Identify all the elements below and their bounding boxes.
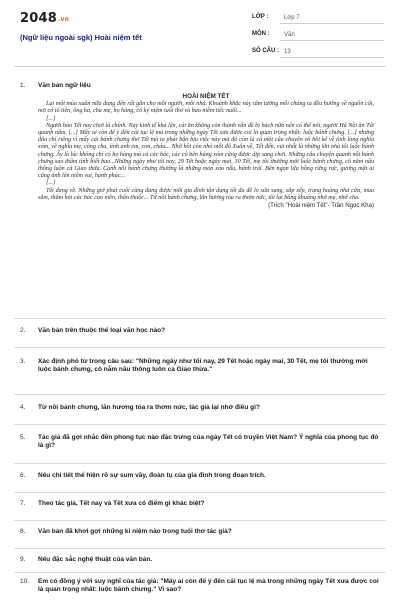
question-text: Tác giả đã gợi nhắc đến phong tục nào đặc trưng của ngày Tết cổ truyền Việt Nam? Ý nghĩa của phong tục đó là gì? <box>38 434 379 450</box>
meta-panel <box>252 13 382 64</box>
passage-paragraph-1: Lại một mùa xuân nữa đang đến rất gần cho mỗi người, mỗi nhà. Khoảnh khắc này tâm tưởng mỗi chúng ta đều hướng về nguồn cội, nơi có tổ tiên, ông bà, cha mẹ, họ hàng, có kỷ niệm tuổi thơ và bao niềm tiếc nuối... <box>38 101 374 115</box>
question-number: 9. <box>20 556 26 563</box>
document-title: (Ngữ liệu ngoài sgk) Hoài niệm tết <box>20 33 142 42</box>
meta-row-class <box>252 13 382 25</box>
source-passage <box>38 93 374 209</box>
question-divider <box>14 463 386 464</box>
question-number: 7. <box>20 500 26 507</box>
meta-row-subject <box>252 30 382 42</box>
site-logo[interactable] <box>20 11 69 26</box>
meta-label-subject: MÔN : <box>252 31 270 37</box>
meta-value-class: Lớp 7 <box>280 13 384 24</box>
question-divider <box>14 492 386 493</box>
meta-value-subject: Văn <box>280 30 384 41</box>
question-divider <box>14 548 386 549</box>
question-number: 2. <box>20 327 26 334</box>
question-number: 3. <box>20 358 26 365</box>
passage-title: HOÀI NIỆM TẾT <box>182 93 230 100</box>
passage-ellipsis-1: [...] <box>46 115 56 122</box>
header-divider <box>14 66 386 67</box>
page-header <box>0 0 400 66</box>
passage-source: (Trích "Hoài niệm Tết"- Trần Ngọc Kha) <box>268 202 374 210</box>
question-text: Từ nồi bánh chưng, lăn hương tỏa ra thơm nức, tác giả lại nhớ điều gì? <box>38 404 260 411</box>
question-divider <box>14 347 386 348</box>
question-number: 10. <box>20 578 30 585</box>
meta-label-class: LỚP : <box>252 14 269 20</box>
question-divider <box>14 520 386 521</box>
question-number: 1. <box>20 82 26 89</box>
question-number: 8. <box>20 528 26 535</box>
question-text: Em có đồng ý với suy nghĩ của tác giả: "Mấy ai còn để ý đến cái tục lệ mà trong những ngày Tết xưa được coi là quan trọng nhất: luộc bánh chưng." Vì sao? <box>38 578 379 594</box>
question-number: 6. <box>20 472 26 479</box>
question-text: Theo tác giả, Tết nay và Tết xưa có điểm gì khác biệt? <box>38 500 205 507</box>
question-number: 5. <box>20 434 26 441</box>
question-divider <box>14 572 386 573</box>
meta-value-count: 13 <box>280 47 384 58</box>
meta-label-count: SỐ CÂU : <box>252 48 279 54</box>
logo-main-text: 2048 <box>20 11 57 26</box>
question-text: Văn bản đã khơi gợi những kỉ niệm nào trong tuổi thơ tác giả? <box>38 528 232 535</box>
question-text: Nêu đặc sắc nghệ thuật của văn bản. <box>38 556 153 563</box>
question-text: Văn bản trên thuộc thể loại văn học nào? <box>38 327 166 334</box>
passage-paragraph-2: Người bảo Tết nay chơi là chính. Nay kinh tế khá lên, cái ăn không còn thành vấn đề bị bách nữa nên có thể nói, người Hà Nội ăn Tết quanh năm. [...] Mấy ai còn để ý đến cái tục lệ mà trong những ngày Tết xưa được coi là quan trọng nhất: luộc bánh chưng. [...] nhưng đâu chỉ riêng vì mấy cái bánh chưng thơ Tết mà ta phải bận bịu việc này mà đó còn là cả một câu chuyện vô hồi kể về tình làng nghĩa xóm, về nghĩa mẹ, công cha, tình anh em, con, cháu... Nhớ hồi còn nhỏ mỗi độ Xuân về, Tết đến, vui nhất là những khi nhà tôi luộc bánh chưng. Ấy là lúc không chỉ có họ hàng mà cả các bác, các cô bên hàng xóm cũng được dịp sang chơi. Những câu chuyện quanh nồi bánh chưng sao thấm tình biết bao...Những ngày như tối nay, 29 Tết hoặc ngày mai, 30 Tết, mẹ tôi thường mới luộc bánh chưng, cô nằm nấu thông luôn cả Giao thừa. Cạnh nồi bánh chưng thường là những món xào nấu, bánh trái. Bên ngọn lửa hồng rừng rực, gương mặt ai cũng ánh lên niềm vui, hạnh phúc... <box>38 122 374 180</box>
logo-sub-text: .vn <box>57 16 70 23</box>
question-text: Văn bản ngữ liệu <box>38 82 91 89</box>
question-text: Nêu chi tiết thể hiện rõ sự sum vầy, đoàn tụ của gia đình trong đoạn trích. <box>38 472 266 479</box>
question-number: 4. <box>20 404 26 411</box>
question-divider <box>14 394 386 395</box>
question-divider <box>14 424 386 425</box>
question-divider <box>14 318 386 319</box>
meta-row-count <box>252 47 382 59</box>
passage-ellipsis-2: [...] <box>46 180 56 187</box>
question-text: Xác định phó từ trong câu sau: "Những ngày như tối nay, 29 Tết hoặc ngày mai, 30 Tết, mẹ tôi thường mới luộc bánh chưng, cô nằm nấu thông luôn cả Giao thừa." <box>38 358 368 374</box>
passage-paragraph-3: Tết đang về. Những giờ phút cuối cùng đang được mỗi gia đình tận dụng tối đa để lo sửa sang, sắp xếp, trang hoàng nhà cửa, mua sắm, thăm hỏi các bác cao niên, thân thuộc... Từ nồi bánh chưng, lăn hương tỏa ra thơm nức, tôi lại bâng khuâng nhớ mẹ, nhớ cha. <box>38 187 374 201</box>
